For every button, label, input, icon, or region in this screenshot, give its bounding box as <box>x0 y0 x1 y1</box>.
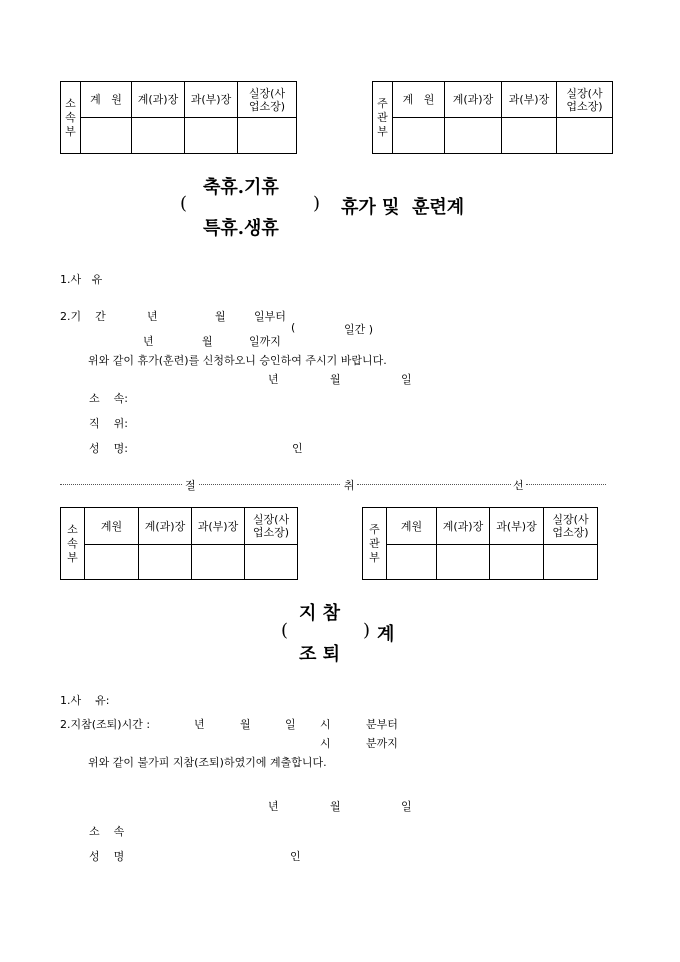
cut-line-label-a: 절 <box>185 479 196 492</box>
approval-col-dept: 과(부)장 <box>502 82 557 118</box>
approval-col-clerk: 계 원 <box>81 82 132 118</box>
sign-box-dept[interactable] <box>185 118 238 154</box>
sign-box-team[interactable] <box>139 545 192 580</box>
sign-box-dept[interactable] <box>502 118 557 154</box>
leave-from-month: 월 <box>215 310 226 323</box>
cut-line-segment <box>199 484 340 485</box>
sign-box-clerk[interactable] <box>393 118 445 154</box>
sign-box-head[interactable] <box>544 545 598 580</box>
sign-box-team[interactable] <box>132 118 185 154</box>
leave-title-bottom: 특휴.생휴 <box>203 218 279 239</box>
late-seal-mark: 인 <box>290 850 301 863</box>
approval-col-clerk: 계 원 <box>393 82 445 118</box>
late-to-hour: 시 <box>320 737 331 750</box>
cut-line-segment <box>357 484 511 485</box>
sign-box-clerk[interactable] <box>85 545 139 580</box>
sign-box-team[interactable] <box>437 545 490 580</box>
approval-side-label: 소 속 부 <box>61 82 81 154</box>
sign-box-team[interactable] <box>445 118 502 154</box>
late-name-label: 성 명 <box>89 850 125 863</box>
approval-side-label: 주 관 부 <box>373 82 393 154</box>
leave-duration: 일간 ) <box>344 323 374 336</box>
leave-date-year: 년 <box>268 373 279 386</box>
sign-box-head[interactable] <box>238 118 297 154</box>
approval-col-clerk: 계원 <box>85 508 139 545</box>
leave-seal-mark: 인 <box>292 442 303 455</box>
leave-from-year: 년 <box>147 310 158 323</box>
leave-from-day: 일부터 <box>254 310 286 323</box>
leave-to-day: 일까지 <box>249 335 281 348</box>
late-submit-day: 일 <box>401 800 412 813</box>
cut-line-label-c: 선 <box>513 479 524 492</box>
approval-col-head: 실장(사 업소장) <box>245 508 298 545</box>
leave-duration-open: ( <box>291 321 296 334</box>
approval-col-dept: 과(부)장 <box>490 508 544 545</box>
approval-table-lower-right <box>362 507 598 580</box>
sign-box-head[interactable] <box>557 118 613 154</box>
late-submit-month: 월 <box>330 800 341 813</box>
approval-col-team: 계(과)장 <box>132 82 185 118</box>
approval-side-label: 소 속 부 <box>61 508 85 580</box>
approval-col-team: 계(과)장 <box>437 508 490 545</box>
leave-position-label: 직 위: <box>89 417 128 430</box>
sign-box-dept[interactable] <box>192 545 245 580</box>
approval-table-left <box>60 81 297 154</box>
approval-col-dept: 과(부)장 <box>192 508 245 545</box>
late-date-year: 년 <box>194 718 205 731</box>
leave-title-main: 휴가 및 훈련계 <box>341 197 465 218</box>
sign-box-dept[interactable] <box>490 545 544 580</box>
approval-col-clerk: 계원 <box>387 508 437 545</box>
late-paren-close: ) <box>363 620 371 641</box>
approval-col-head: 실장(사 업소장) <box>544 508 598 545</box>
leave-to-month: 월 <box>202 335 213 348</box>
late-submit-year: 년 <box>268 800 279 813</box>
cut-line-segment <box>526 484 606 485</box>
late-title-bottom: 조 퇴 <box>299 644 341 665</box>
approval-table-right <box>372 81 613 154</box>
leave-reason-label: 1.사 유 <box>60 273 103 286</box>
late-title-suffix: 계 <box>377 624 395 645</box>
approval-col-head: 실장(사 업소장) <box>557 82 613 118</box>
late-report-text: 위와 같이 불가피 지참(조퇴)하였기에 계출합니다. <box>88 756 327 769</box>
late-reason-label: 1.사 유: <box>60 694 110 707</box>
approval-side-label: 주 관 부 <box>363 508 387 580</box>
late-time-label: 2.지참(조퇴)시간 : <box>60 718 151 731</box>
leave-title-top: 축휴.기휴 <box>203 177 279 198</box>
late-title-top: 지 참 <box>299 603 341 624</box>
approval-col-dept: 과(부)장 <box>185 82 238 118</box>
sign-box-clerk[interactable] <box>387 545 437 580</box>
leave-name-label: 성 명: <box>89 442 128 455</box>
cut-line-label-b: 취 <box>344 479 355 492</box>
late-date-month: 월 <box>240 718 251 731</box>
leave-period-label: 2.기 간 <box>60 310 106 323</box>
approval-col-head: 실장(사 업소장) <box>238 82 297 118</box>
leave-affiliation-label: 소 속: <box>89 392 128 405</box>
leave-date-day: 일 <box>401 373 412 386</box>
leave-request-text: 위와 같이 휴가(훈련)를 신청하오니 승인하여 주시기 바랍니다. <box>88 354 387 367</box>
late-to-minute: 분까지 <box>366 737 398 750</box>
leave-paren-close: ) <box>313 193 321 214</box>
sign-box-clerk[interactable] <box>81 118 132 154</box>
late-from-minute: 분부터 <box>366 718 398 731</box>
cut-line-segment <box>60 484 182 485</box>
late-affiliation-label: 소 속 <box>89 825 125 838</box>
leave-to-year: 년 <box>143 335 154 348</box>
leave-date-month: 월 <box>330 373 341 386</box>
approval-col-team: 계(과)장 <box>139 508 192 545</box>
late-paren-open: ( <box>281 620 289 641</box>
approval-table-lower-left <box>60 507 298 580</box>
late-from-hour: 시 <box>320 718 331 731</box>
late-date-day: 일 <box>285 718 296 731</box>
approval-col-team: 계(과)장 <box>445 82 502 118</box>
sign-box-head[interactable] <box>245 545 298 580</box>
leave-paren-open: ( <box>180 193 188 214</box>
